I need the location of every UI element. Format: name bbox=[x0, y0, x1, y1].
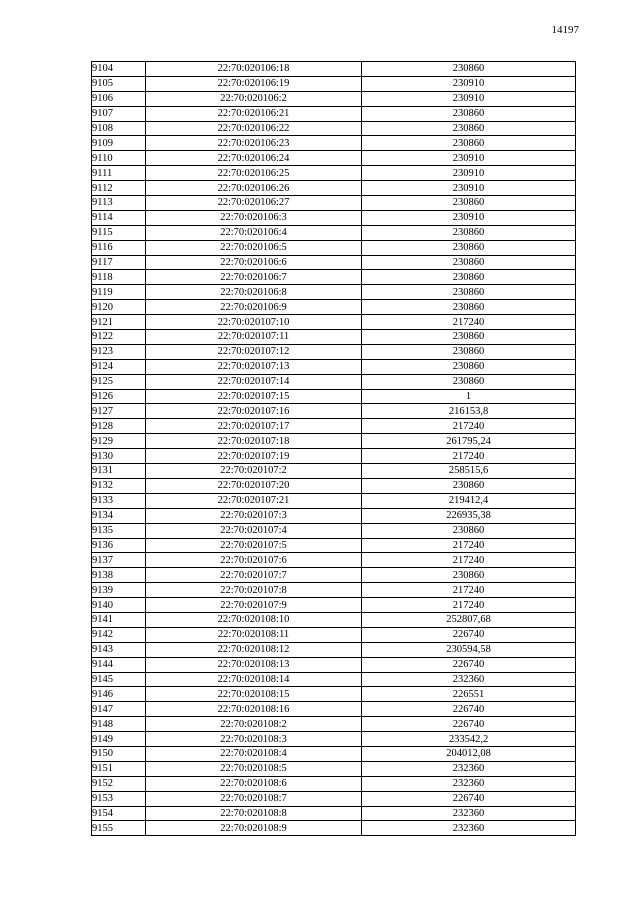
cadastral-number-cell: 22:70:020108:5 bbox=[146, 761, 362, 776]
row-number-cell: 9119 bbox=[92, 285, 146, 300]
row-number-cell: 9124 bbox=[92, 359, 146, 374]
row-number-cell: 9144 bbox=[92, 657, 146, 672]
cadastral-number-cell: 22:70:020106:4 bbox=[146, 225, 362, 240]
table-row bbox=[92, 240, 576, 255]
row-number-cell: 9155 bbox=[92, 821, 146, 836]
row-number-cell: 9104 bbox=[92, 62, 146, 77]
table-row bbox=[92, 300, 576, 315]
cadastral-value-cell: 217240 bbox=[362, 419, 576, 434]
cadastral-value-cell: 230910 bbox=[362, 91, 576, 106]
row-number-cell: 9130 bbox=[92, 449, 146, 464]
table-row bbox=[92, 612, 576, 627]
cadastral-value-cell: 226740 bbox=[362, 791, 576, 806]
table-row bbox=[92, 821, 576, 836]
row-number-cell: 9123 bbox=[92, 344, 146, 359]
row-number-cell: 9153 bbox=[92, 791, 146, 806]
table-row bbox=[92, 538, 576, 553]
cadastral-number-cell: 22:70:020108:10 bbox=[146, 612, 362, 627]
table-row bbox=[92, 76, 576, 91]
cadastral-value-cell: 232360 bbox=[362, 761, 576, 776]
table-row bbox=[92, 464, 576, 479]
cadastral-value-cell: 230860 bbox=[362, 359, 576, 374]
table-row bbox=[92, 106, 576, 121]
cadastral-value-cell: 232360 bbox=[362, 776, 576, 791]
row-number-cell: 9118 bbox=[92, 270, 146, 285]
row-number-cell: 9152 bbox=[92, 776, 146, 791]
table-row bbox=[92, 702, 576, 717]
table-row bbox=[92, 806, 576, 821]
table-row bbox=[92, 449, 576, 464]
cadastral-value-cell: 217240 bbox=[362, 315, 576, 330]
row-number-cell: 9116 bbox=[92, 240, 146, 255]
row-number-cell: 9112 bbox=[92, 181, 146, 196]
table-row bbox=[92, 404, 576, 419]
row-number-cell: 9146 bbox=[92, 687, 146, 702]
cadastral-number-cell: 22:70:020106:22 bbox=[146, 121, 362, 136]
row-number-cell: 9106 bbox=[92, 91, 146, 106]
cadastral-value-cell: 232360 bbox=[362, 821, 576, 836]
cadastral-value-cell: 230860 bbox=[362, 62, 576, 77]
table-row bbox=[92, 210, 576, 225]
cadastral-number-cell: 22:70:020107:16 bbox=[146, 404, 362, 419]
cadastral-value-cell: 226740 bbox=[362, 657, 576, 672]
row-number-cell: 9143 bbox=[92, 642, 146, 657]
cadastral-value-cell: 230860 bbox=[362, 374, 576, 389]
cadastral-number-cell: 22:70:020108:12 bbox=[146, 642, 362, 657]
row-number-cell: 9127 bbox=[92, 404, 146, 419]
table-row bbox=[92, 746, 576, 761]
cadastral-value-cell: 232360 bbox=[362, 806, 576, 821]
table-row bbox=[92, 344, 576, 359]
cadastral-number-cell: 22:70:020106:25 bbox=[146, 166, 362, 181]
cadastral-value-cell: 230910 bbox=[362, 210, 576, 225]
cadastral-value-cell: 230860 bbox=[362, 240, 576, 255]
table-row bbox=[92, 419, 576, 434]
table-row bbox=[92, 732, 576, 747]
table-row bbox=[92, 315, 576, 330]
cadastral-value-cell: 230860 bbox=[362, 478, 576, 493]
page-number: 14197 bbox=[551, 24, 579, 36]
cadastral-number-cell: 22:70:020108:16 bbox=[146, 702, 362, 717]
cadastral-number-cell: 22:70:020108:15 bbox=[146, 687, 362, 702]
table-row bbox=[92, 717, 576, 732]
row-number-cell: 9134 bbox=[92, 508, 146, 523]
cadastral-number-cell: 22:70:020107:11 bbox=[146, 330, 362, 345]
table-row bbox=[92, 285, 576, 300]
row-number-cell: 9135 bbox=[92, 523, 146, 538]
cadastral-number-cell: 22:70:020108:13 bbox=[146, 657, 362, 672]
cadastral-value-cell: 226740 bbox=[362, 627, 576, 642]
cadastral-value-cell: 204012,08 bbox=[362, 746, 576, 761]
cadastral-value-cell: 230860 bbox=[362, 344, 576, 359]
table-row bbox=[92, 359, 576, 374]
table-row bbox=[92, 270, 576, 285]
cadastral-number-cell: 22:70:020108:4 bbox=[146, 746, 362, 761]
row-number-cell: 9131 bbox=[92, 464, 146, 479]
cadastral-value-cell: 252807,68 bbox=[362, 612, 576, 627]
row-number-cell: 9128 bbox=[92, 419, 146, 434]
cadastral-number-cell: 22:70:020106:9 bbox=[146, 300, 362, 315]
table-row bbox=[92, 642, 576, 657]
row-number-cell: 9117 bbox=[92, 255, 146, 270]
table-row bbox=[92, 151, 576, 166]
table-row bbox=[92, 166, 576, 181]
row-number-cell: 9122 bbox=[92, 330, 146, 345]
row-number-cell: 9105 bbox=[92, 76, 146, 91]
cadastral-number-cell: 22:70:020106:18 bbox=[146, 62, 362, 77]
cadastral-number-cell: 22:70:020107:6 bbox=[146, 553, 362, 568]
row-number-cell: 9129 bbox=[92, 434, 146, 449]
cadastral-value-table bbox=[91, 61, 576, 836]
row-number-cell: 9142 bbox=[92, 627, 146, 642]
row-number-cell: 9111 bbox=[92, 166, 146, 181]
cadastral-value-cell: 230910 bbox=[362, 76, 576, 91]
cadastral-value-cell: 230860 bbox=[362, 255, 576, 270]
cadastral-number-cell: 22:70:020106:2 bbox=[146, 91, 362, 106]
cadastral-value-cell: 230860 bbox=[362, 523, 576, 538]
row-number-cell: 9151 bbox=[92, 761, 146, 776]
cadastral-number-cell: 22:70:020108:7 bbox=[146, 791, 362, 806]
table-row bbox=[92, 627, 576, 642]
cadastral-value-cell: 226740 bbox=[362, 702, 576, 717]
table-row bbox=[92, 374, 576, 389]
table-row bbox=[92, 672, 576, 687]
row-number-cell: 9141 bbox=[92, 612, 146, 627]
table-row bbox=[92, 568, 576, 583]
cadastral-value-cell: 226740 bbox=[362, 717, 576, 732]
cadastral-number-cell: 22:70:020107:3 bbox=[146, 508, 362, 523]
cadastral-value-cell: 230910 bbox=[362, 151, 576, 166]
cadastral-number-cell: 22:70:020107:20 bbox=[146, 478, 362, 493]
table-row bbox=[92, 657, 576, 672]
table-row bbox=[92, 508, 576, 523]
table-row bbox=[92, 598, 576, 613]
cadastral-value-cell: 230860 bbox=[362, 225, 576, 240]
cadastral-number-cell: 22:70:020106:26 bbox=[146, 181, 362, 196]
row-number-cell: 9137 bbox=[92, 553, 146, 568]
row-number-cell: 9150 bbox=[92, 746, 146, 761]
row-number-cell: 9107 bbox=[92, 106, 146, 121]
cadastral-number-cell: 22:70:020107:9 bbox=[146, 598, 362, 613]
cadastral-value-cell: 232360 bbox=[362, 672, 576, 687]
table-row bbox=[92, 121, 576, 136]
cadastral-value-cell: 230860 bbox=[362, 330, 576, 345]
cadastral-number-cell: 22:70:020107:13 bbox=[146, 359, 362, 374]
table-row bbox=[92, 225, 576, 240]
table-row bbox=[92, 255, 576, 270]
row-number-cell: 9120 bbox=[92, 300, 146, 315]
cadastral-number-cell: 22:70:020107:19 bbox=[146, 449, 362, 464]
row-number-cell: 9125 bbox=[92, 374, 146, 389]
cadastral-value-cell: 230860 bbox=[362, 136, 576, 151]
cadastral-value-cell: 230860 bbox=[362, 285, 576, 300]
cadastral-number-cell: 22:70:020108:2 bbox=[146, 717, 362, 732]
row-number-cell: 9140 bbox=[92, 598, 146, 613]
cadastral-number-cell: 22:70:020107:10 bbox=[146, 315, 362, 330]
table-row bbox=[92, 776, 576, 791]
cadastral-value-cell: 1 bbox=[362, 389, 576, 404]
cadastral-number-cell: 22:70:020107:8 bbox=[146, 583, 362, 598]
row-number-cell: 9138 bbox=[92, 568, 146, 583]
row-number-cell: 9133 bbox=[92, 493, 146, 508]
cadastral-number-cell: 22:70:020107:14 bbox=[146, 374, 362, 389]
cadastral-number-cell: 22:70:020108:3 bbox=[146, 732, 362, 747]
row-number-cell: 9154 bbox=[92, 806, 146, 821]
table-row bbox=[92, 523, 576, 538]
row-number-cell: 9115 bbox=[92, 225, 146, 240]
row-number-cell: 9113 bbox=[92, 196, 146, 211]
cadastral-number-cell: 22:70:020108:11 bbox=[146, 627, 362, 642]
table-row bbox=[92, 791, 576, 806]
cadastral-value-cell: 226935,38 bbox=[362, 508, 576, 523]
row-number-cell: 9132 bbox=[92, 478, 146, 493]
row-number-cell: 9139 bbox=[92, 583, 146, 598]
table-row bbox=[92, 136, 576, 151]
table-row bbox=[92, 493, 576, 508]
row-number-cell: 9145 bbox=[92, 672, 146, 687]
row-number-cell: 9136 bbox=[92, 538, 146, 553]
cadastral-value-cell: 217240 bbox=[362, 583, 576, 598]
table-row bbox=[92, 196, 576, 211]
cadastral-value-cell: 230860 bbox=[362, 568, 576, 583]
cadastral-value-cell: 219412,4 bbox=[362, 493, 576, 508]
cadastral-number-cell: 22:70:020107:2 bbox=[146, 464, 362, 479]
cadastral-number-cell: 22:70:020106:7 bbox=[146, 270, 362, 285]
cadastral-number-cell: 22:70:020106:21 bbox=[146, 106, 362, 121]
cadastral-number-cell: 22:70:020108:9 bbox=[146, 821, 362, 836]
cadastral-number-cell: 22:70:020107:12 bbox=[146, 344, 362, 359]
cadastral-value-cell: 230860 bbox=[362, 300, 576, 315]
cadastral-number-cell: 22:70:020106:27 bbox=[146, 196, 362, 211]
cadastral-number-cell: 22:70:020106:6 bbox=[146, 255, 362, 270]
cadastral-number-cell: 22:70:020106:5 bbox=[146, 240, 362, 255]
cadastral-value-cell: 230860 bbox=[362, 270, 576, 285]
table-row bbox=[92, 330, 576, 345]
cadastral-number-cell: 22:70:020106:23 bbox=[146, 136, 362, 151]
cadastral-value-cell: 230910 bbox=[362, 181, 576, 196]
cadastral-value-cell: 217240 bbox=[362, 538, 576, 553]
table-row bbox=[92, 434, 576, 449]
cadastral-value-cell: 230860 bbox=[362, 106, 576, 121]
cadastral-number-cell: 22:70:020106:8 bbox=[146, 285, 362, 300]
cadastral-number-cell: 22:70:020107:18 bbox=[146, 434, 362, 449]
cadastral-value-cell: 258515,6 bbox=[362, 464, 576, 479]
cadastral-value-cell: 217240 bbox=[362, 449, 576, 464]
cadastral-number-cell: 22:70:020107:15 bbox=[146, 389, 362, 404]
table-row bbox=[92, 687, 576, 702]
row-number-cell: 9126 bbox=[92, 389, 146, 404]
cadastral-value-cell: 226551 bbox=[362, 687, 576, 702]
table-row bbox=[92, 553, 576, 568]
cadastral-number-cell: 22:70:020108:8 bbox=[146, 806, 362, 821]
cadastral-value-cell: 230860 bbox=[362, 196, 576, 211]
cadastral-number-cell: 22:70:020107:5 bbox=[146, 538, 362, 553]
row-number-cell: 9149 bbox=[92, 732, 146, 747]
table-row bbox=[92, 761, 576, 776]
cadastral-number-cell: 22:70:020108:14 bbox=[146, 672, 362, 687]
cadastral-value-cell: 233542,2 bbox=[362, 732, 576, 747]
cadastral-number-cell: 22:70:020107:7 bbox=[146, 568, 362, 583]
cadastral-value-cell: 230860 bbox=[362, 121, 576, 136]
row-number-cell: 9114 bbox=[92, 210, 146, 225]
row-number-cell: 9109 bbox=[92, 136, 146, 151]
cadastral-number-cell: 22:70:020107:4 bbox=[146, 523, 362, 538]
cadastral-value-cell: 216153,8 bbox=[362, 404, 576, 419]
table-row bbox=[92, 181, 576, 196]
cadastral-value-cell: 261795,24 bbox=[362, 434, 576, 449]
cadastral-value-cell: 217240 bbox=[362, 553, 576, 568]
cadastral-number-cell: 22:70:020108:6 bbox=[146, 776, 362, 791]
cadastral-number-cell: 22:70:020106:24 bbox=[146, 151, 362, 166]
row-number-cell: 9147 bbox=[92, 702, 146, 717]
cadastral-number-cell: 22:70:020106:19 bbox=[146, 76, 362, 91]
table-row bbox=[92, 478, 576, 493]
cadastral-value-cell: 230910 bbox=[362, 166, 576, 181]
row-number-cell: 9108 bbox=[92, 121, 146, 136]
row-number-cell: 9121 bbox=[92, 315, 146, 330]
cadastral-value-cell: 230594,58 bbox=[362, 642, 576, 657]
cadastral-number-cell: 22:70:020107:21 bbox=[146, 493, 362, 508]
row-number-cell: 9110 bbox=[92, 151, 146, 166]
table-row bbox=[92, 91, 576, 106]
cadastral-number-cell: 22:70:020107:17 bbox=[146, 419, 362, 434]
table-row bbox=[92, 62, 576, 77]
cadastral-value-cell: 217240 bbox=[362, 598, 576, 613]
cadastral-number-cell: 22:70:020106:3 bbox=[146, 210, 362, 225]
table-row bbox=[92, 583, 576, 598]
table-body bbox=[92, 62, 576, 836]
table-row bbox=[92, 389, 576, 404]
row-number-cell: 9148 bbox=[92, 717, 146, 732]
